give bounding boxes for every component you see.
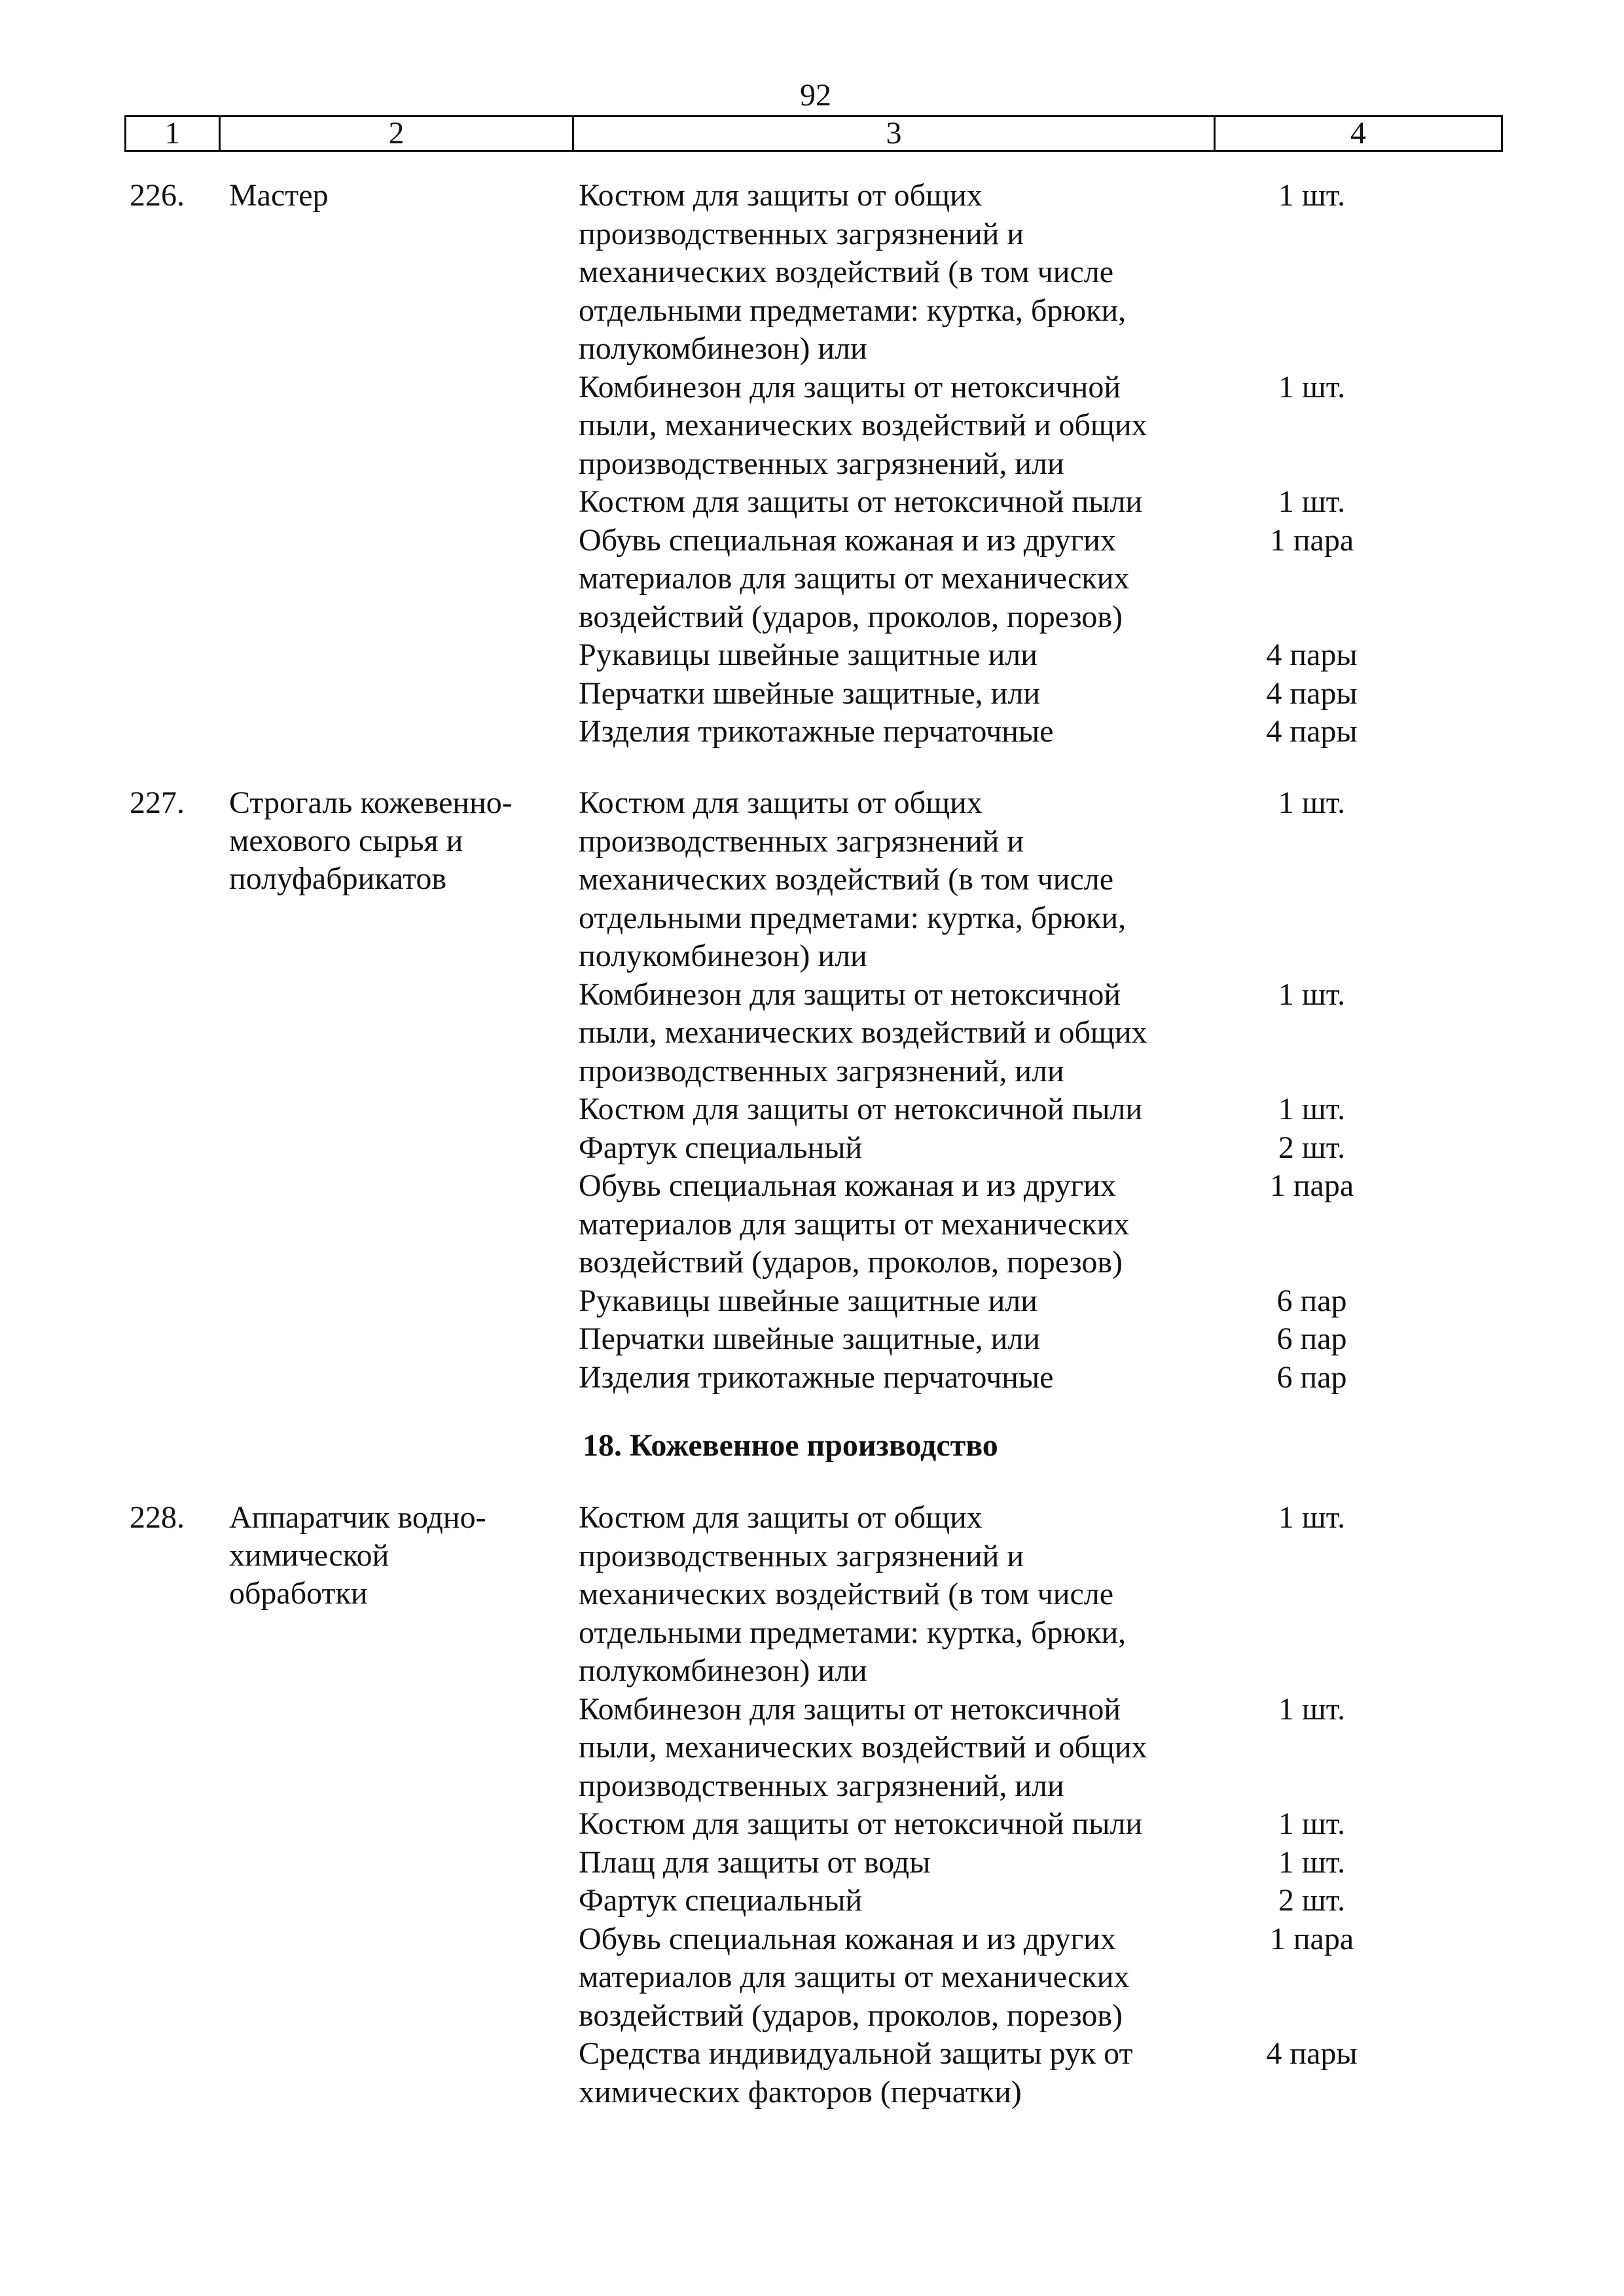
items-list bbox=[579, 784, 1430, 1397]
item-quantity: 1 пара bbox=[1269, 1921, 1354, 1956]
list-item bbox=[579, 713, 1430, 751]
item-quantity: 1 шт. bbox=[1278, 1691, 1346, 1727]
item-description: Перчатки швейные защитные, или bbox=[579, 675, 1040, 711]
item-description: Костюм для защиты от общих производственных загрязнений и механических воздействий (в том числе отдельными предметами: куртка, брюки, полукомбинезон) или bbox=[579, 785, 1127, 973]
list-item bbox=[579, 1129, 1430, 1168]
item-description: Средства индивидуальной защиты рук от химических факторов (перчатки) bbox=[579, 2036, 1133, 2109]
item-quantity: 4 пары bbox=[1266, 637, 1358, 672]
item-quantity: 1 шт. bbox=[1278, 1844, 1346, 1880]
item-description: Обувь специальная кожаная и из других материалов для защиты от механических воздействий (ударов, проколов, порезов) bbox=[579, 522, 1130, 634]
item-quantity: 1 шт. bbox=[1278, 369, 1346, 404]
item-quantity: 1 пара bbox=[1269, 1168, 1354, 1203]
page-number: 92 bbox=[800, 78, 831, 113]
table-header bbox=[124, 115, 1503, 152]
item-description: Костюм для защиты от общих производственных загрязнений и механических воздействий (в том числе отдельными предметами: куртка, брюки, полукомбинезон) или bbox=[579, 1500, 1127, 1688]
item-quantity: 6 пар bbox=[1276, 1359, 1347, 1395]
header-col-3: 3 bbox=[574, 117, 1216, 150]
item-quantity: 4 пары bbox=[1266, 2036, 1358, 2071]
item-description: Костюм для защиты от нетоксичной пыли bbox=[579, 1806, 1143, 1841]
list-item bbox=[579, 1882, 1430, 1920]
item-quantity: 4 пары bbox=[1266, 675, 1358, 711]
item-description: Рукавицы швейные защитные или bbox=[579, 637, 1038, 672]
item-description: Костюм для защиты от общих производственных загрязнений и механических воздействий (в том числе отдельными предметами: куртка, брюки, полукомбинезон) или bbox=[579, 178, 1127, 366]
item-quantity: 6 пар bbox=[1276, 1283, 1347, 1318]
list-item bbox=[579, 368, 1430, 484]
entry-number: 228. bbox=[130, 1500, 185, 1535]
section-title: 18. Кожевенное производство bbox=[583, 1428, 998, 1463]
item-quantity: 1 шт. bbox=[1278, 1092, 1346, 1126]
profession-name: Мастер bbox=[229, 178, 329, 213]
item-description: Комбинезон для защиты от нетоксичной пыли, механических воздействий и общих производственных загрязнений, или bbox=[579, 977, 1147, 1088]
list-item bbox=[579, 1359, 1430, 1397]
item-quantity: 1 шт. bbox=[1278, 1500, 1346, 1535]
list-item bbox=[579, 1920, 1430, 2036]
item-description: Изделия трикотажные перчаточные bbox=[579, 714, 1054, 749]
item-description: Обувь специальная кожаная и из других материалов для защиты от механических воздействий (ударов, проколов, порезов) bbox=[579, 1921, 1130, 2033]
entry-number: 227. bbox=[130, 785, 185, 820]
item-quantity: 2 шт. bbox=[1278, 1883, 1346, 1918]
list-item bbox=[579, 177, 1430, 368]
item-quantity: 1 шт. bbox=[1278, 1806, 1346, 1841]
list-item bbox=[579, 675, 1430, 713]
item-description: Изделия трикотажные перчаточные bbox=[579, 1359, 1054, 1395]
list-item bbox=[579, 1691, 1430, 1806]
profession-name: Аппаратчик водно- химической обработки bbox=[229, 1500, 486, 1611]
item-description: Фартук специальный bbox=[579, 1130, 863, 1165]
item-quantity: 6 пар bbox=[1276, 1321, 1347, 1356]
item-quantity: 1 шт. bbox=[1278, 484, 1346, 519]
list-item bbox=[579, 1282, 1430, 1321]
item-description: Фартук специальный bbox=[579, 1883, 863, 1918]
list-item bbox=[579, 1805, 1430, 1844]
list-item bbox=[579, 976, 1430, 1091]
header-col-4: 4 bbox=[1350, 116, 1366, 151]
item-description: Перчатки швейные защитные, или bbox=[579, 1321, 1040, 1356]
item-quantity: 2 шт. bbox=[1278, 1130, 1346, 1165]
profession-name: Строгаль кожевенно- мехового сырья и полуфабрикатов bbox=[229, 785, 513, 896]
item-description: Комбинезон для защиты от нетоксичной пыли, механических воздействий и общих производственных загрязнений, или bbox=[579, 369, 1147, 481]
list-item bbox=[579, 483, 1430, 522]
header-col-1: 1 bbox=[126, 117, 221, 150]
item-description: Костюм для защиты от нетоксичной пыли bbox=[579, 484, 1143, 519]
list-item bbox=[579, 1320, 1430, 1359]
items-list bbox=[579, 177, 1430, 751]
item-description: Плащ для защиты от воды bbox=[579, 1844, 931, 1880]
entry-number: 226. bbox=[130, 178, 185, 213]
item-description: Комбинезон для защиты от нетоксичной пыли, механических воздействий и общих производственных загрязнений, или bbox=[579, 1691, 1147, 1803]
list-item bbox=[579, 1167, 1430, 1282]
item-quantity: 1 шт. bbox=[1278, 178, 1346, 213]
item-quantity: 4 пары bbox=[1266, 714, 1358, 749]
list-item bbox=[579, 784, 1430, 976]
list-item bbox=[579, 522, 1430, 637]
item-quantity: 1 шт. bbox=[1278, 977, 1346, 1012]
list-item bbox=[579, 1499, 1430, 1691]
header-col-2: 2 bbox=[221, 117, 574, 150]
item-quantity: 1 пара bbox=[1269, 522, 1354, 558]
list-item bbox=[579, 636, 1430, 675]
list-item bbox=[579, 1090, 1430, 1129]
item-description: Рукавицы швейные защитные или bbox=[579, 1283, 1038, 1318]
item-description: Обувь специальная кожаная и из других материалов для защиты от механических воздействий (ударов, проколов, порезов) bbox=[579, 1168, 1130, 1280]
list-item bbox=[579, 1844, 1430, 1882]
list-item bbox=[579, 2035, 1430, 2111]
items-list bbox=[579, 1499, 1430, 2111]
item-quantity: 1 шт. bbox=[1278, 785, 1346, 820]
item-description: Костюм для защиты от нетоксичной пыли bbox=[579, 1092, 1143, 1126]
